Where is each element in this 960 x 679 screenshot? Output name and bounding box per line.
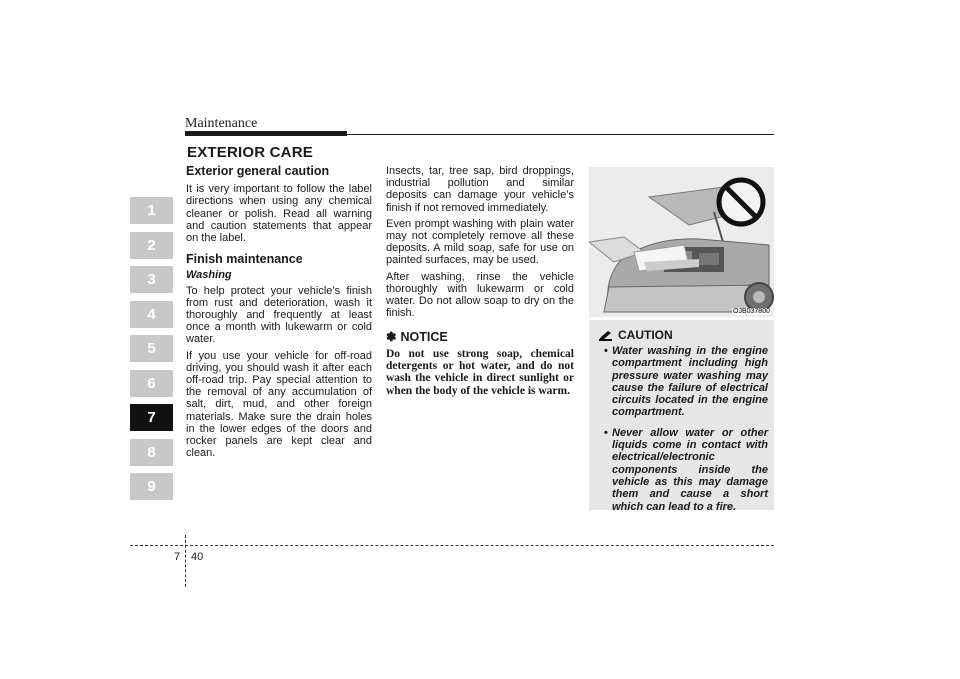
chapter-tabs bbox=[130, 197, 173, 508]
caution-pencil-icon bbox=[598, 330, 613, 341]
caution-list bbox=[598, 345, 768, 521]
figure-code: OJB037800 bbox=[733, 308, 770, 315]
header-rule-thin bbox=[347, 134, 774, 135]
running-header: Maintenance bbox=[185, 116, 258, 131]
footer-rule bbox=[130, 545, 774, 546]
footer-divider bbox=[185, 535, 186, 587]
general-caution-heading: Exterior general caution bbox=[186, 164, 330, 178]
deposits-paragraph: Insects, tar, tree sap, bird droppings, industrial pollution and similar deposits can damage your vehicle’s finish if not removed immediately. bbox=[386, 165, 574, 214]
rinse-paragraph: After washing, rinse the vehicle thoroughly with lukewarm or cold water. Do not allow soap to dry on the finish. bbox=[386, 270, 574, 320]
left-column bbox=[186, 165, 372, 463]
section-title: EXTERIOR CARE bbox=[187, 144, 313, 161]
engine-bay-illustration bbox=[589, 167, 774, 317]
notice-asterisk-icon: ✽ bbox=[386, 330, 397, 345]
caution-heading bbox=[598, 328, 673, 342]
washing-paragraph-2: If you use your vehicle for off-road driving, you should wash it after each off-road trip. Pay special attention to the removal of any accumulation of salt, dirt, mud, and other foreign materials. Make sure the drain holes in the lower edges of the doors and rocker panels are kept clear and clean. bbox=[186, 349, 372, 460]
middle-column bbox=[386, 165, 574, 401]
chapter-tab-9[interactable]: 9 bbox=[130, 473, 173, 500]
chapter-tab-1[interactable]: 1 bbox=[130, 197, 173, 224]
chapter-tab-2[interactable]: 2 bbox=[130, 232, 173, 259]
footer-chapter-number: 7 bbox=[174, 551, 181, 563]
washing-subheading: Washing bbox=[186, 269, 232, 282]
notice-heading bbox=[386, 331, 574, 343]
footer-page-number: 40 bbox=[191, 551, 204, 563]
caution-label: CAUTION bbox=[618, 328, 673, 342]
chapter-tab-7-active[interactable]: 7 bbox=[130, 404, 173, 431]
washing-paragraph-1: To help protect your vehicle’s finish from rust and deterioration, wash it thoroughly and frequently at least once a month with lukewarm or cold water. bbox=[186, 284, 372, 346]
chapter-tab-4[interactable]: 4 bbox=[130, 301, 173, 328]
finish-maintenance-heading: Finish maintenance bbox=[186, 252, 303, 267]
chapter-tab-3[interactable]: 3 bbox=[130, 266, 173, 293]
notice-text: Do not use strong soap, chemical detergents or hot water, and do not wash the vehicle in direct sunlight or when the body of the vehicle is warm. bbox=[386, 347, 574, 397]
chapter-tab-5[interactable]: 5 bbox=[130, 335, 173, 362]
chapter-tab-6[interactable]: 6 bbox=[130, 370, 173, 397]
caution-item-engine-washing: • Water washing in the engine compartment including high pressure water washing may cause the failure of electrical circuits located in the engine compartment. bbox=[598, 345, 768, 419]
engine-wash-prohibited-image bbox=[589, 167, 774, 317]
caution-box bbox=[589, 320, 774, 513]
header-rule-thick bbox=[185, 131, 347, 136]
chapter-tab-8[interactable]: 8 bbox=[130, 439, 173, 466]
caution-item-electrical-liquids: • Never allow water or other liquids come in contact with electrical/electronic components inside the vehicle as this may damage them and cause a short which can lead to a fire. bbox=[598, 427, 768, 513]
soap-paragraph: Even prompt washing with plain water may not completely remove all these deposits. A mild soap, safe for use on painted surfaces, may be used. bbox=[386, 217, 574, 267]
notice-label: NOTICE bbox=[400, 330, 448, 345]
general-caution-text: It is very important to follow the label directions when using any chemical cleaner or polish. Read all warning and caution statements that appear on the label. bbox=[186, 183, 372, 245]
